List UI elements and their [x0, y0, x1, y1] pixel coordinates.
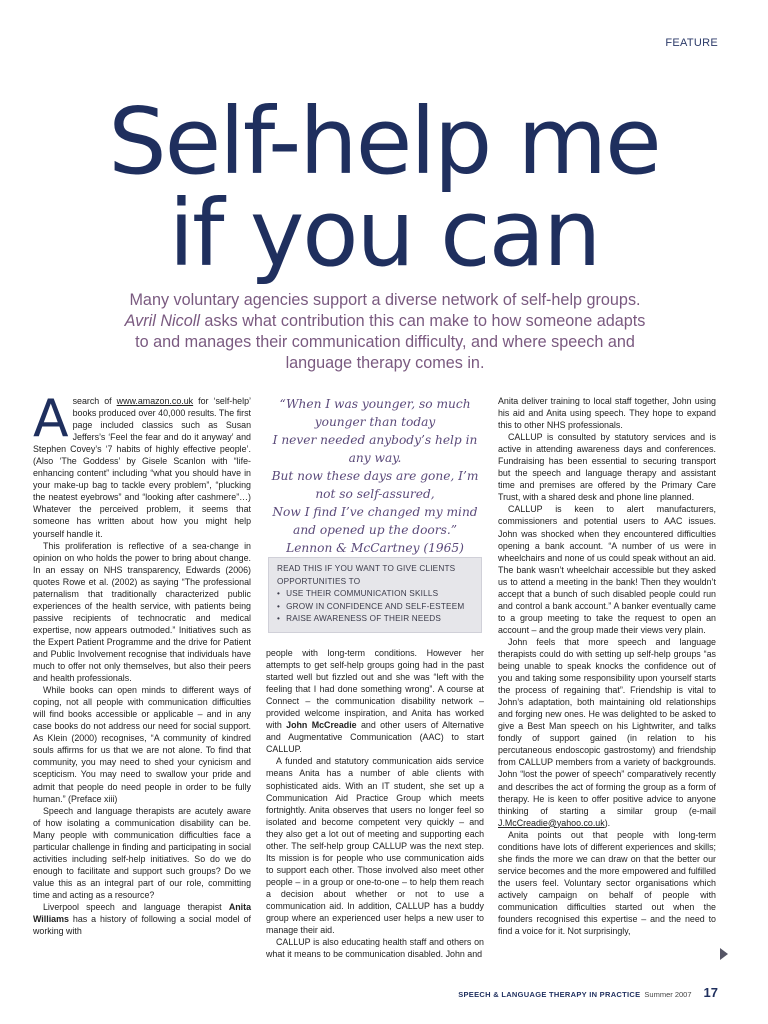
text-run: ). — [604, 817, 611, 828]
boxout-item: • RAISE AWARENESS OF THEIR NEEDS — [277, 613, 473, 626]
pull-quote — [262, 395, 488, 557]
email-link[interactable]: J.McCreadie@yahoo.co.uk — [498, 817, 605, 828]
text-run: Liverpool speech and language therapist — [43, 901, 229, 912]
quote-line: But now these days are gone, I’m not so self-assured, — [271, 469, 479, 501]
boxout-list — [277, 588, 473, 626]
boxout-item: • USE THEIR COMMUNICATION SKILLS — [277, 588, 473, 601]
quote-line: I never needed anybody’s help in any way. — [272, 433, 478, 465]
quote-line: Now I find I’ve changed my mind and opened up the doors.” — [272, 505, 478, 537]
magazine-name: SPEECH & LANGUAGE THERAPY IN PRACTICE — [458, 990, 641, 999]
author-name: Avril Nicoll — [124, 312, 200, 330]
page-number: 17 — [703, 985, 718, 1000]
quote-line: “When I was younger, so much younger than today — [279, 397, 471, 429]
standfirst — [120, 290, 650, 374]
page-title — [0, 88, 768, 287]
standfirst-text-1: Many voluntary agencies support a diverse network of self-help groups. — [129, 291, 641, 309]
continue-arrow-icon — [720, 948, 728, 960]
paragraph — [266, 647, 484, 755]
drop-cap: A — [33, 389, 69, 449]
text-run: for ‘self-help’ books produced over 40,000 results. The first page included classics such as Susan Jeffers’s ‘Feel the fear and do it anyway’ and Stephen Covey’s ‘7 habits of highly effective people’. (Also ‘The Goddess’ by Gisele Scanlon with “life-enhancing content” including “what you should have in your make-up bag to tackle every problem”, “plucking the neatest eyebrows” and “looking after cashmere”…) Whatever the perceived problem, it seems that someone has written about how you might help yourself handle it. — [33, 396, 251, 539]
boxout — [268, 557, 482, 633]
paragraph — [33, 389, 251, 540]
article-column-1 — [33, 389, 251, 937]
section-label: FEATURE — [665, 37, 718, 49]
paragraph: CALLUP is also educating health staff and others on what it means to be communication disabled. John and — [266, 937, 484, 960]
title-line-2: if you can — [168, 180, 600, 287]
article-column-3 — [498, 395, 716, 937]
person-name: John McCreadie — [286, 720, 357, 731]
text-run: and other users of Alternative and Augmentative Communication (AAC) to start CALLUP. — [266, 720, 484, 755]
standfirst-text-2: asks what contribution this can make to how someone adapts to and manages their communication difficulty, and where speech and language therapy comes in. — [135, 312, 646, 372]
boxout-item: • GROW IN CONFIDENCE AND SELF-ESTEEM — [277, 601, 473, 614]
paragraph: CALLUP is consulted by statutory services and is active in attending awareness days and conferences. Fundraising has been essential to securing transport but the speech and language therapy and assistant time and premises are offered by the Primary Care Trust, with a shared desk and phone line planned. — [498, 432, 716, 503]
paragraph: While books can open minds to different ways of coping, not all people with communication difficulties will find books accessible or applicable – and in any case books do not address our need for social support. As Klein (2000) recognises, “A community of kindred souls affirms for us that we are not alone. To find that community, you may need to shed your cynicism and scepticism. You may need to swallow your pride and admit that people do need people in order to be fully human.” (Preface xiii) — [33, 685, 251, 804]
paragraph: This proliferation is reflective of a sea-change in opinion on who holds the power to bring about change. In an essay on NHS transparency, Edwards (2006) quotes Rowe et al. (2002) as saying “The professional paternalism that traditionally characterized public experiences of the health service, with patients being passive recipients of technocratic and medical expertise, now appears outmoded.” Initiatives such as the Expert Patient Programme and the drive for Patient and Public Involvement recognise that individuals have much to offer not only themselves, but also their peers and health professionals. — [33, 540, 251, 684]
paragraph: A funded and statutory communication aids service means Anita has a number of able clients with sophisticated aids. With an IT student, she set up a Communication Aid Practice Group which meets fortnightly. Anita observes that users no longer feel so isolated and become competent very quickly – and they also get a lot out of meeting and supporting each other. The self-help group CALLUP was the next step. Its mission is for people who use communication aids to support each other. Those involved also meet other people – in a group or one-to-one – to help them reach a decision about whether or not to use a communication aid. In addition, CALLUP has a buddy group where an experienced user helps a new user to manage their aid. — [266, 756, 484, 936]
text-run: has a history of following a social model of working with — [33, 914, 251, 937]
paragraph: Speech and language therapists are acutely aware of how isolating a communication disability can be. Many people with communication difficulties face a particular challenge in finding and participating in social activities including self-help initiatives. So do we do enough to facilitate and support such groups? Do we value this as an integral part of our role, committing time and acting as a resource? — [33, 805, 251, 900]
page-footer — [458, 985, 718, 1000]
title-line-1: Self-help me — [108, 88, 660, 195]
paragraph: Anita points out that people with long-term conditions have lots of different experiences and skills; she finds the more we can draw on that the better our service becomes and the more empowered and fulfilled the users feel. Voluntary sector organisations which actively campaign on behalf of people with communication difficulties started out when the founders recognised this expertise – and the need to find a voice for it. Not surprisingly, — [498, 829, 716, 937]
paragraph: Anita deliver training to local staff together, John using his aid and Anita using speech. They hope to expand this to other NHS professionals. — [498, 396, 716, 431]
paragraph — [33, 901, 251, 937]
article-column-2 — [266, 647, 484, 960]
issue-label: Summer 2007 — [644, 990, 692, 999]
boxout-heading: READ THIS IF YOU WANT TO GIVE CLIENTS OPPORTUNITIES TO — [277, 564, 456, 586]
text-run: John feels that more speech and language therapists could do with setting up self-help groups “as being unable to speak knocks the confidence out of you and taking some responsibility upon yourself starts the process of regaining that”. Friendship is vital to John’s adaptation, both maintaining old relationships and forging new ones. He was delighted to be asked to give a Best Man speech on his Lightwriter, and talks fondly of support gained (in relation to his percutaneous endoscopic gastrostomy) and friendship from CALLUP members from a variety of backgrounds. John “lost the power of speech” comparatively recently and describes the act of forming the group as a form of therapy. He is keen to offer positive advice to anyone thinking of starting a similar group (e-mail — [498, 636, 716, 816]
person-name: Anita Williams — [33, 901, 251, 925]
paragraph: CALLUP is keen to alert manufacturers, commissioners and potential users to AAC issues. John was shocked when they encountered difficulties opening a bank account. “A number of us were in wheelchairs and none of us could speak without an aid. The bank wasn’t wheelchair accessible but they asked us to attend a meeting in the bank! Then they wouldn’t accept that a bunch of such disabled people could run and control a bank account.” A banker eventually came to a group meeting to take the request to open an account – and the group made their views very plain. — [498, 504, 716, 635]
text-run: search of — [72, 396, 117, 406]
amazon-link[interactable]: www.amazon.co.uk — [116, 396, 194, 406]
text-run: people with long-term conditions. However her attempts to get self-help groups going had in the past started well but fizzled out and she was “left with the feeling that I had done something wrong”. A course at Connect – the communication disability network – provided welcome inspiration, and Anita has worked with — [266, 648, 484, 731]
quote-attribution: Lennon & McCartney (1965) — [286, 541, 464, 555]
paragraph — [498, 636, 716, 829]
